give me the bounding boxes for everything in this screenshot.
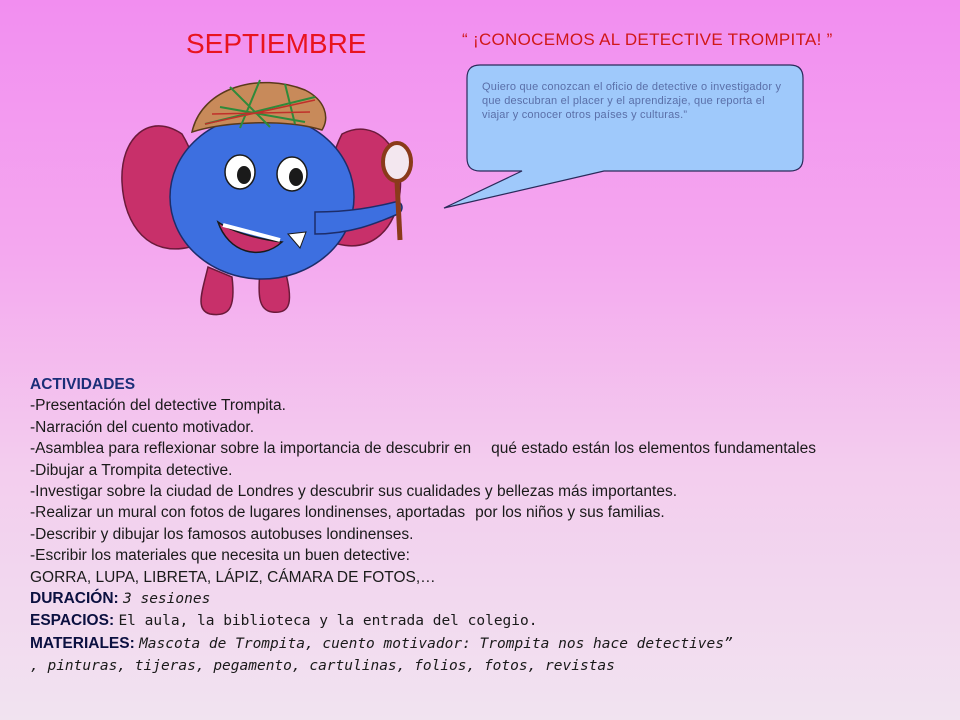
elephant-detective-illustration: [110, 62, 420, 342]
activity-item: -Narración del cuento motivador.: [30, 418, 255, 436]
activities-section: [30, 374, 816, 678]
duration-row: [30, 588, 816, 610]
spaces-value: El aula, la biblioteca y la entrada del colegio.: [118, 613, 538, 630]
activity-item: -Describir y dibujar los famosos autobuses londinenses.: [30, 525, 414, 543]
materials-continuation: , pinturas, tijeras, pegamento, cartulinas, folios, fotos, revistas: [30, 658, 615, 675]
activity-item: -Presentación del detective Trompita.: [30, 397, 286, 415]
month-title: SEPTIEMBRE: [186, 28, 367, 59]
spaces-label: ESPACIOS:: [30, 612, 115, 630]
activity-item: -Dibujar a Trompita detective.: [30, 461, 233, 479]
duration-value: 3 sesiones: [123, 591, 211, 608]
activity-item: -Investigar sobre la ciudad de Londres y descubrir sus cualidades y bellezas más importantes.: [30, 483, 678, 501]
activities-title: ACTIVIDADES: [30, 376, 136, 393]
activity-item: -Realizar un mural con fotos de lugares londinenses, aportadas por los niños y sus familias.: [30, 504, 665, 522]
spaces-row: [30, 610, 816, 632]
speech-bubble-text: Quiero que conozcan el oficio de detective o investigador y que descubran el placer y el aprendizaje, que reporta el viajar y conocer otros países y culturas.”: [482, 81, 782, 121]
activity-item: GORRA, LUPA, LIBRETA, LÁPIZ, CÁMARA DE FOTOS,…: [30, 568, 436, 586]
activity-item: -Asamblea para reflexionar sobre la importancia de descubrir en qué estado están los elementos fundamentales: [30, 440, 816, 458]
duration-label: DURACIÓN:: [30, 590, 119, 608]
materials-value: Mascota de Trompita, cuento motivador: Trompita nos hace detectives”: [139, 635, 733, 652]
page-heading: “ ¡CONOCEMOS AL DETECTIVE TROMPITA! ”: [462, 30, 833, 49]
materials-label: MATERIALES:: [30, 634, 135, 652]
activity-item: -Escribir los materiales que necesita un buen detective:: [30, 547, 410, 565]
materials-row: [30, 633, 816, 655]
